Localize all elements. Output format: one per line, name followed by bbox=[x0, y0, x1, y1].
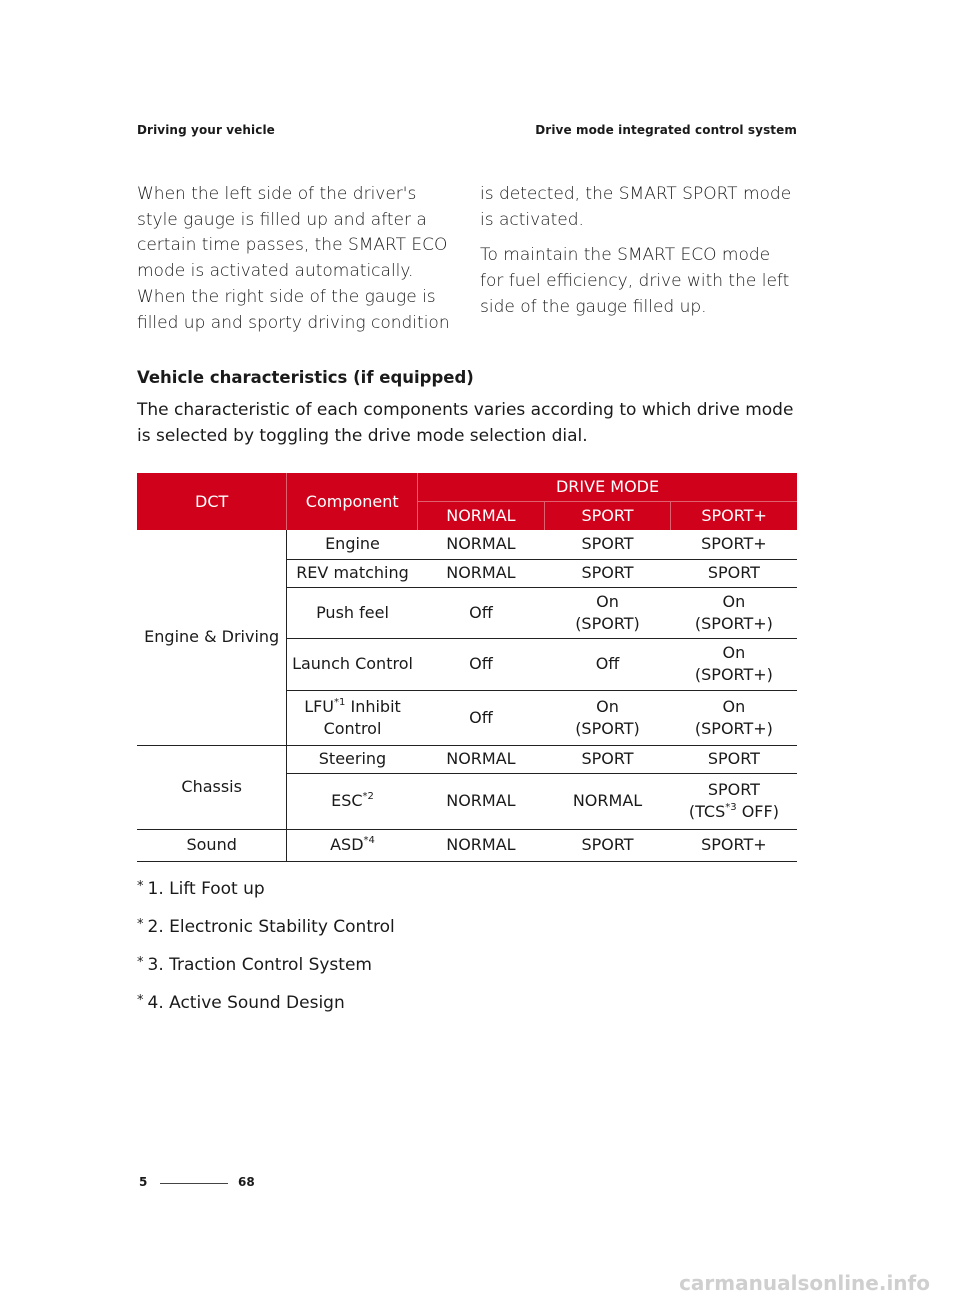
cell-component bbox=[287, 773, 418, 829]
footnote-mark: * bbox=[137, 955, 144, 970]
table-row bbox=[137, 530, 797, 559]
cell-sportplus: SPORT+ bbox=[671, 829, 797, 861]
cell-normal: NORMAL bbox=[418, 773, 545, 829]
cell-component: Engine bbox=[287, 530, 418, 559]
header-section-title: Driving your vehicle bbox=[137, 123, 275, 137]
cell-sportplus bbox=[671, 587, 797, 638]
section-heading: Vehicle characteristics (if equipped) bbox=[137, 368, 474, 387]
cell-sport: SPORT bbox=[544, 559, 671, 587]
cell-sport bbox=[544, 587, 671, 638]
footnote-item bbox=[137, 912, 395, 940]
cell-component: REV matching bbox=[287, 559, 418, 587]
cell-line: On bbox=[722, 591, 746, 611]
footnote-text: 4. Active Sound Design bbox=[147, 993, 345, 1013]
section-paragraph: The characteristic of each components varies according to which drive mode is selected by toggling the drive mode selection dial. bbox=[137, 400, 794, 446]
cell-text: Control bbox=[323, 718, 382, 738]
footnote-text: 1. Lift Foot up bbox=[147, 879, 265, 899]
cell-sport: SPORT bbox=[544, 829, 671, 861]
cell-sportplus bbox=[671, 638, 797, 690]
cell-sportplus: SPORT+ bbox=[671, 530, 797, 559]
page-number: 68 bbox=[238, 1175, 255, 1189]
cell-normal: NORMAL bbox=[418, 745, 545, 773]
header-sport: SPORT bbox=[544, 502, 671, 531]
cell-line: (SPORT) bbox=[575, 613, 640, 633]
footnote-ref: *4 bbox=[363, 835, 375, 846]
cell-text: Inhibit bbox=[345, 696, 401, 716]
cell-line: (TCS bbox=[688, 802, 726, 821]
footnote-mark: * bbox=[137, 879, 144, 894]
cell-line: (SPORT+) bbox=[694, 718, 773, 738]
header-drive-mode: DRIVE MODE bbox=[418, 473, 797, 502]
cell-line: SPORT bbox=[707, 780, 760, 799]
text-column-left bbox=[137, 182, 455, 346]
cell-text: LFU bbox=[304, 696, 335, 716]
header-normal: NORMAL bbox=[418, 502, 545, 531]
table-row bbox=[137, 829, 797, 861]
cell-line: On bbox=[722, 643, 746, 662]
table-row bbox=[137, 745, 797, 773]
paragraph: To maintain the SMART ECO mode for fuel efficiency, drive with the left side of the gauge filled up. bbox=[480, 245, 790, 317]
footnotes bbox=[137, 874, 395, 1026]
footnote-ref: *3 bbox=[725, 802, 737, 813]
cell-line: (SPORT+) bbox=[694, 613, 773, 633]
cell-normal: Off bbox=[418, 690, 545, 745]
cell-normal: NORMAL bbox=[418, 829, 545, 861]
group-chassis: Chassis bbox=[137, 745, 287, 829]
cell-line: On bbox=[722, 696, 746, 716]
cell-line: (SPORT) bbox=[575, 718, 640, 738]
cell-component: Push feel bbox=[287, 587, 418, 638]
text-column-right bbox=[480, 182, 798, 331]
footnote-mark: * bbox=[137, 917, 144, 932]
cell-text: ESC bbox=[331, 791, 363, 810]
cell-sportplus: SPORT bbox=[671, 745, 797, 773]
header-topic-title: Drive mode integrated control system bbox=[535, 123, 797, 137]
footnote-text: 2. Electronic Stability Control bbox=[147, 917, 395, 937]
footnote-item bbox=[137, 988, 395, 1016]
cell-component: Launch Control bbox=[287, 638, 418, 690]
cell-text: ASD bbox=[330, 835, 364, 854]
footnote-item bbox=[137, 874, 395, 902]
paragraph: is detected, the SMART SPORT mode is activated. bbox=[480, 184, 792, 230]
header-component: Component bbox=[287, 473, 418, 530]
group-sound: Sound bbox=[137, 829, 287, 861]
cell-sport: SPORT bbox=[544, 745, 671, 773]
cell-sportplus: SPORT bbox=[671, 559, 797, 587]
cell-sportplus bbox=[671, 773, 797, 829]
cell-sport: Off bbox=[544, 638, 671, 690]
paragraph: When the left side of the driver's style gauge is filled up and after a certain time passes, the SMART ECO mode is activated automatically. When the right side of the gauge is filled up and sporty driving condition bbox=[137, 184, 450, 333]
footnote-mark: * bbox=[137, 993, 144, 1008]
cell-normal: Off bbox=[418, 587, 545, 638]
cell-sportplus bbox=[671, 690, 797, 745]
footer-divider bbox=[160, 1183, 228, 1184]
cell-sport: NORMAL bbox=[544, 773, 671, 829]
footnote-ref: *1 bbox=[334, 696, 346, 708]
cell-sport bbox=[544, 690, 671, 745]
cell-component bbox=[287, 829, 418, 861]
drive-mode-table bbox=[137, 473, 797, 862]
cell-component bbox=[287, 690, 418, 745]
cell-line: On bbox=[596, 591, 619, 611]
cell-normal: NORMAL bbox=[418, 559, 545, 587]
cell-sport: SPORT bbox=[544, 530, 671, 559]
cell-normal: Off bbox=[418, 638, 545, 690]
chapter-number: 5 bbox=[139, 1175, 148, 1189]
cell-line: (SPORT+) bbox=[694, 665, 773, 684]
footnote-ref: *2 bbox=[362, 791, 374, 802]
watermark: carmanualsonline.info bbox=[679, 1271, 930, 1295]
cell-component: Steering bbox=[287, 745, 418, 773]
cell-normal: NORMAL bbox=[418, 530, 545, 559]
cell-line: On bbox=[596, 696, 619, 716]
group-engine-driving: Engine & Driving bbox=[137, 530, 287, 745]
footnote-item bbox=[137, 950, 395, 978]
cell-line: OFF) bbox=[736, 802, 779, 821]
footnote-text: 3. Traction Control System bbox=[147, 955, 372, 975]
header-sportplus: SPORT+ bbox=[671, 502, 797, 531]
header-dct: DCT bbox=[137, 473, 287, 530]
